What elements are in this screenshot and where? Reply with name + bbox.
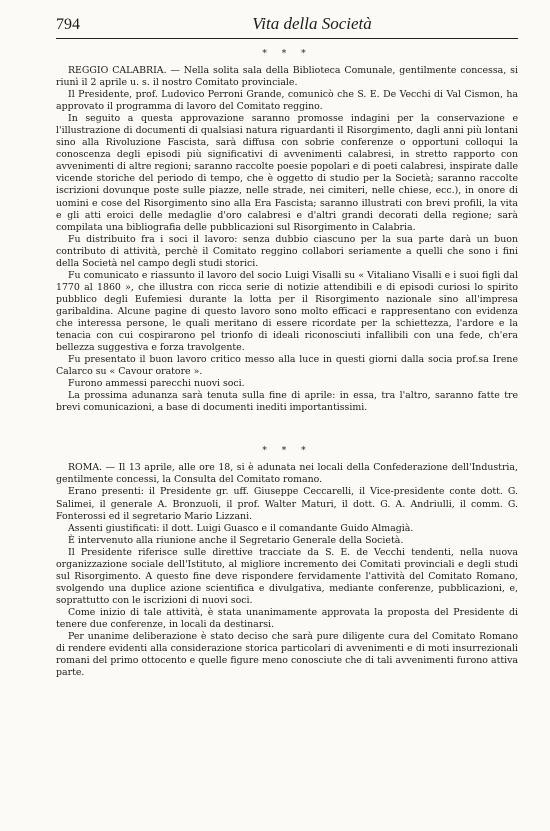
- paragraph: Per unanime deliberazione è stato deciso che sarà pure diligente cura del Comitato Romano di rendere evidenti alla considerazione storica particolari di avvenimenti e di moti insurrezionali romani del primo ottocento e quelle figure meno conosciute che di tali avvenimenti furono attiva parte.: [56, 631, 518, 679]
- paragraph: Assenti giustificati: il dott. Luigi Guasco e il comandante Guido Almagià.: [68, 522, 414, 534]
- page-header: [56, 14, 518, 36]
- section-reggio-calabria: [56, 65, 518, 414]
- paragraph: È intervenuto alla riunione anche il Segretario Generale della Società.: [68, 534, 404, 546]
- section-gap: [56, 414, 518, 436]
- paragraph: Erano presenti: il Presidente gr. uff. Giuseppe Ceccarelli, il Vice-presidente conte dott. G. Salimei, il generale A. Bronzuoli, il prof. Walter Maturi, il dott. G. A. Andriulli, il comm. G. Fonterossi ed il segretario Mario Lizzani.: [56, 486, 518, 522]
- section-roma: [56, 462, 518, 679]
- paragraph: Fu distribuito fra i soci il lavoro: senza dubbio ciascuno per la sua parte darà un buon contributo di attività, perchè il Comitato reggino collabori seriamente a quelli che sono i fini della Società nel campo degli studi storici.: [56, 233, 518, 269]
- paragraph: ROMA. — Il 13 aprile, alle ore 18, si è adunata nei locali della Confederazione dell'Industria, gentilmente concessi, la Consulta del Comitato romano.: [56, 462, 518, 486]
- paragraph: REGGIO CALABRIA. — Nella solita sala della Biblioteca Comunale, gentilmente concessa, si riunì il 2 aprile u. s. il nostro Comitato provinciale.: [56, 65, 518, 89]
- page-number: 794: [56, 16, 80, 33]
- paragraph: Come inizio di tale attività, è stata unanimamente approvata la proposta del Presidente di tenere due conferenze, in locali da destinarsi.: [56, 606, 518, 630]
- paragraph: Furono ammessi parecchi nuovi soci.: [68, 378, 245, 390]
- header-rule: [56, 38, 518, 39]
- running-title: Vita della Società: [252, 14, 372, 33]
- paragraph: Il Presidente riferisce sulle direttive tracciate da S. E. de Vecchi tendenti, nella nuova organizzazione sociale dell'Istituto, al migliore incremento dei Comitati provinciali e degli studi sul Risorgimento. A questo fine deve rispondere fervidamente l'attività del Comitato Romano, svolgendo una duplice azione scientifica e divulgativa, mediante conferenze, pubblicazioni, e, soprattutto con le iscrizioni di nuovi soci.: [56, 546, 518, 606]
- paragraph: La prossima adunanza sarà tenuta sulla fine di aprile: in essa, tra l'altro, saranno fatte tre brevi comunicazioni, a base di documenti inediti importantissimi.: [56, 390, 518, 414]
- section-separator: * * *: [262, 49, 312, 59]
- section-separator: * * *: [262, 446, 312, 457]
- paragraph: Il Presidente, prof. Ludovico Perroni Grande, comunicò che S. E. De Vecchi di Val Cismon, ha approvato il programma di lavoro del Comitato reggino.: [56, 89, 518, 113]
- paragraph: In seguito a questa approvazione saranno promosse indagini per la conservazione e l'illustrazione di documenti di qualsiasi natura riguardanti il Risorgimento, dagli anni più lontani sino alla Rivoluzione Fascista, sarà diffusa con sobrie conferenze o opportuni colloqui la conoscenza degli episodi più significativi di avvenimenti calabresi, in stretto rapporto con avvenimenti di altre regioni; saranno raccolte poesie popolari e di poeti calabresi, inspirate dalle vicende storiche del periodo di tempo, che è oggetto di studio per la Società; saranno raccolte iscrizioni dovunque poste sulle piazze, nelle strade, nei cimiteri, nelle chiese, ecc.), in onore di uomini e cose del Risorgimento sino alla Era Fascista; saranno illustrati con brevi profili, la vita e gli atti eroici delle medaglie d'oro calabresi e d'altri grandi decorati della regione; sarà compilata una bibliografia delle pubblicazioni sul Risorgimento in Calabria.: [56, 113, 518, 233]
- paragraph: Fu presentato il buon lavoro critico messo alla luce in questi giorni dalla socia prof.sa Irene Calarco su « Cavour oratore ».: [56, 354, 518, 378]
- paragraph: Fu comunicato e riassunto il lavoro del socio Luigi Visalli su « Vitaliano Visalli e i suoi figli dal 1770 al 1860 », che illustra con ricca serie di notizie attendibili e di episodi curiosi lo spirito pubblico degli Eufemiesi durante la lotta per il Risorgimento nazionale sino all'impresa garibaldina. Alcune pagine di questo lavoro sono molto efficaci e rappresentano con evidenza che interessa persone, le quali meritano di essere ricordate per la schiettezza, l'ardore e la tenacia con cui cospirarono pel trionfo di ideali riconosciuti infallibili con una fede, ch'era bellezza suggestiva e forza travolgente.: [56, 269, 518, 354]
